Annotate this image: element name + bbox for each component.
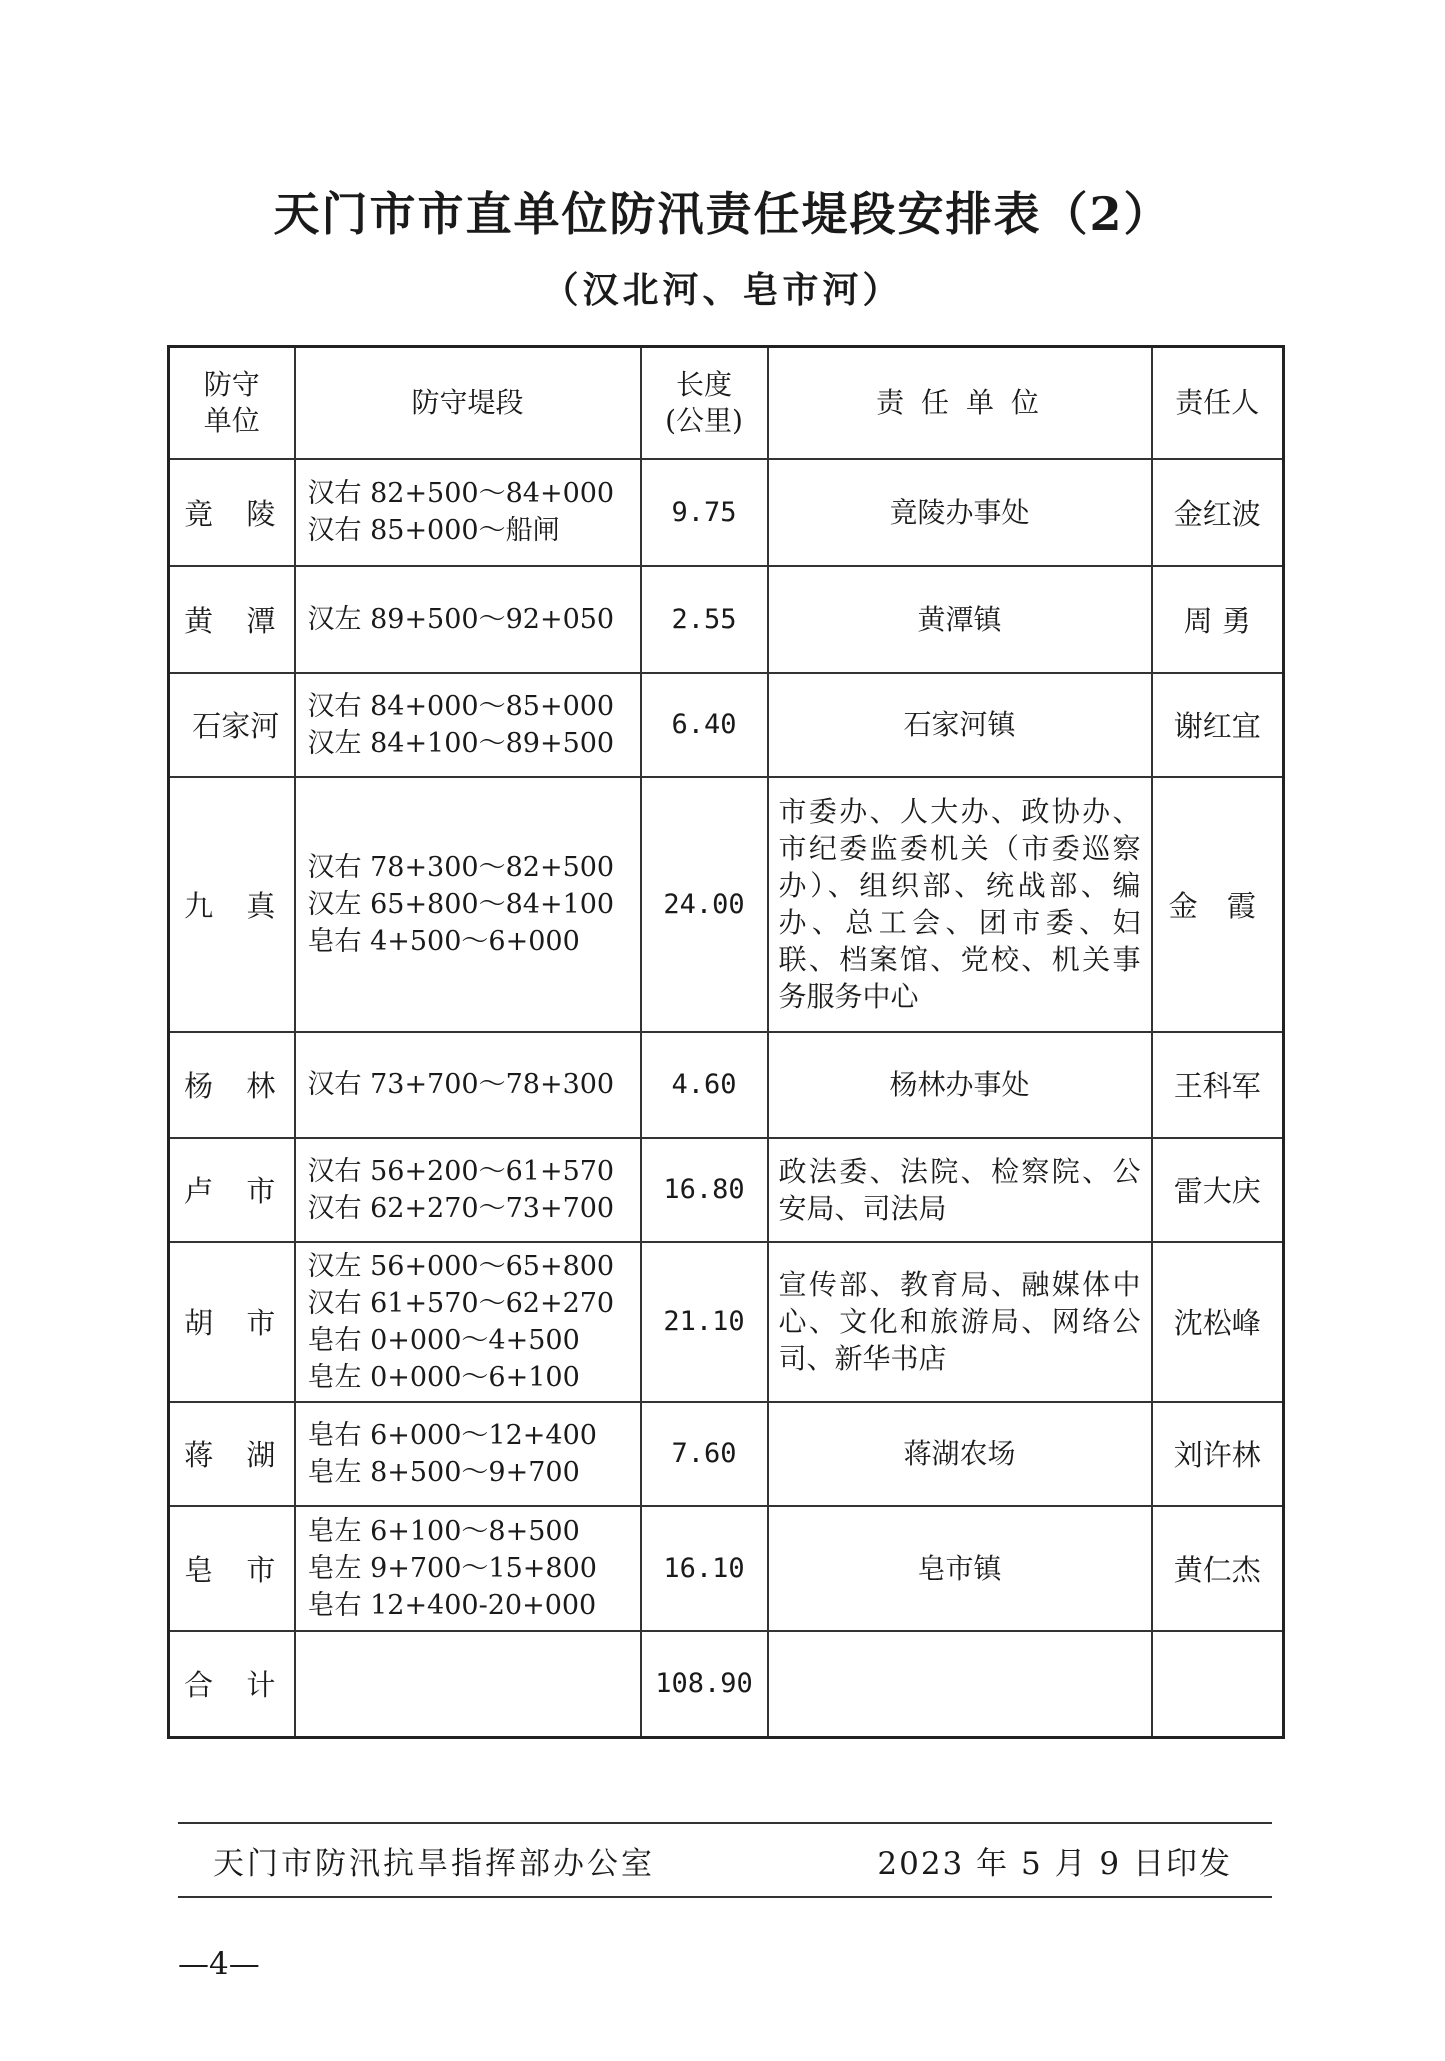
segment-line: 皂左 0+000～6+100	[307, 1361, 580, 1393]
footer-issuer: 天门市防汛抗旱指挥部办公室	[213, 1846, 655, 1882]
length-cell: 7.60	[641, 1402, 768, 1506]
header-org: 责 任 单 位	[768, 347, 1152, 459]
header-unit: 防守 单位	[169, 347, 295, 459]
segment-line: 汉右 61+570～62+270	[307, 1287, 615, 1319]
person-cell: 金红波	[1152, 459, 1284, 566]
unit-cell: 石家河	[169, 673, 295, 777]
length-cell: 24.00	[641, 777, 768, 1032]
total-row	[169, 1631, 1284, 1738]
segment-line: 汉右 78+300～82+500	[307, 851, 615, 883]
segment-line: 皂右 0+000～4+500	[307, 1324, 580, 1356]
org-cell: 皂市镇	[768, 1506, 1152, 1631]
segment-line: 汉右 56+200～61+570	[307, 1155, 615, 1187]
table-header-row	[169, 347, 1284, 459]
header-person: 责任人	[1152, 347, 1284, 459]
segment-line: 汉右 82+500～84+000	[307, 478, 615, 509]
segment-cell	[295, 1402, 641, 1506]
length-cell: 16.80	[641, 1138, 768, 1242]
length-cell: 21.10	[641, 1242, 768, 1402]
person-cell: 周 勇	[1152, 566, 1284, 673]
unit-cell: 卢 市	[169, 1138, 295, 1242]
segment-cell	[295, 566, 641, 673]
unit-cell: 杨 林	[169, 1032, 295, 1138]
segment-line: 皂右 6+000～12+400	[307, 1419, 597, 1451]
org-cell: 石家河镇	[768, 673, 1152, 777]
table-row	[169, 459, 1284, 566]
segment-cell	[295, 777, 641, 1032]
responsibility-table	[167, 345, 1285, 1739]
org-cell: 杨林办事处	[768, 1032, 1152, 1138]
org-cell: 市委办、人大办、政协办、市纪委监委机关（市委巡察办）、组织部、统战部、编办、总工会、团市委、妇联、档案馆、党校、机关事务服务中心	[768, 777, 1152, 1032]
total-segment-empty	[295, 1631, 641, 1738]
length-cell: 6.40	[641, 673, 768, 777]
segment-line: 皂左 9+700～15+800	[307, 1552, 597, 1584]
total-length: 108.90	[641, 1631, 768, 1738]
segment-line: 皂右 12+400-20+000	[307, 1589, 597, 1621]
segment-line: 汉右 85+000～船闸	[307, 515, 560, 546]
segment-cell	[295, 1242, 641, 1402]
segment-line: 汉右 84+000～85+000	[307, 690, 615, 722]
segment-line: 汉左 65+800～84+100	[307, 888, 615, 920]
table-row	[169, 1506, 1284, 1631]
total-person-empty	[1152, 1631, 1284, 1738]
total-label: 合 计	[169, 1631, 295, 1738]
length-cell: 16.10	[641, 1506, 768, 1631]
footer-top-rule	[178, 1822, 1272, 1824]
document-subtitle: （汉北河、皂市河）	[542, 269, 903, 311]
person-cell: 雷大庆	[1152, 1138, 1284, 1242]
person-cell: 王科军	[1152, 1032, 1284, 1138]
org-cell: 黄潭镇	[768, 566, 1152, 673]
unit-cell: 竟 陵	[169, 459, 295, 566]
segment-line: 汉右 73+700～78+300	[307, 1069, 615, 1100]
unit-cell: 胡 市	[169, 1242, 295, 1402]
person-cell: 黄仁杰	[1152, 1506, 1284, 1631]
person-cell: 谢红宜	[1152, 673, 1284, 777]
segment-cell	[295, 1506, 641, 1631]
table-row	[169, 1138, 1284, 1242]
person-cell: 金 霞	[1152, 777, 1284, 1032]
segment-cell	[295, 1032, 641, 1138]
length-cell: 9.75	[641, 459, 768, 566]
segment-line: 皂右 4+500～6+000	[307, 925, 580, 957]
unit-cell: 蒋 湖	[169, 1402, 295, 1506]
header-segment: 防守堤段	[295, 347, 641, 459]
table-row	[169, 777, 1284, 1032]
unit-cell: 皂 市	[169, 1506, 295, 1631]
org-cell: 竟陵办事处	[768, 459, 1152, 566]
segment-cell	[295, 673, 641, 777]
document-title: 天门市市直单位防汛责任堤段安排表（2）	[273, 187, 1172, 241]
unit-cell: 九 真	[169, 777, 295, 1032]
header-length: 长度 (公里)	[641, 347, 768, 459]
footer-bottom-rule	[178, 1896, 1272, 1898]
page-number: —4—	[178, 1946, 260, 1982]
table-row	[169, 1402, 1284, 1506]
org-cell: 蒋湖农场	[768, 1402, 1152, 1506]
table-row	[169, 566, 1284, 673]
segment-line: 汉左 84+100～89+500	[307, 727, 615, 759]
table-row	[169, 673, 1284, 777]
footer-date: 2023 年 5 月 9 日印发	[877, 1846, 1232, 1882]
person-cell: 沈松峰	[1152, 1242, 1284, 1402]
org-cell: 宣传部、教育局、融媒体中心、文化和旅游局、网络公司、新华书店	[768, 1242, 1152, 1402]
total-org-empty	[768, 1631, 1152, 1738]
segment-line: 汉右 62+270～73+700	[307, 1192, 615, 1224]
table-row	[169, 1242, 1284, 1402]
segment-line: 汉左 56+000～65+800	[307, 1250, 615, 1282]
org-cell: 政法委、法院、检察院、公安局、司法局	[768, 1138, 1152, 1242]
person-cell: 刘许林	[1152, 1402, 1284, 1506]
segment-line: 皂左 8+500～9+700	[307, 1456, 580, 1488]
length-cell: 2.55	[641, 566, 768, 673]
segment-cell	[295, 459, 641, 566]
unit-cell: 黄 潭	[169, 566, 295, 673]
segment-cell	[295, 1138, 641, 1242]
length-cell: 4.60	[641, 1032, 768, 1138]
segment-line: 皂左 6+100～8+500	[307, 1515, 580, 1547]
table-row	[169, 1032, 1284, 1138]
segment-line: 汉左 89+500～92+050	[307, 603, 615, 635]
